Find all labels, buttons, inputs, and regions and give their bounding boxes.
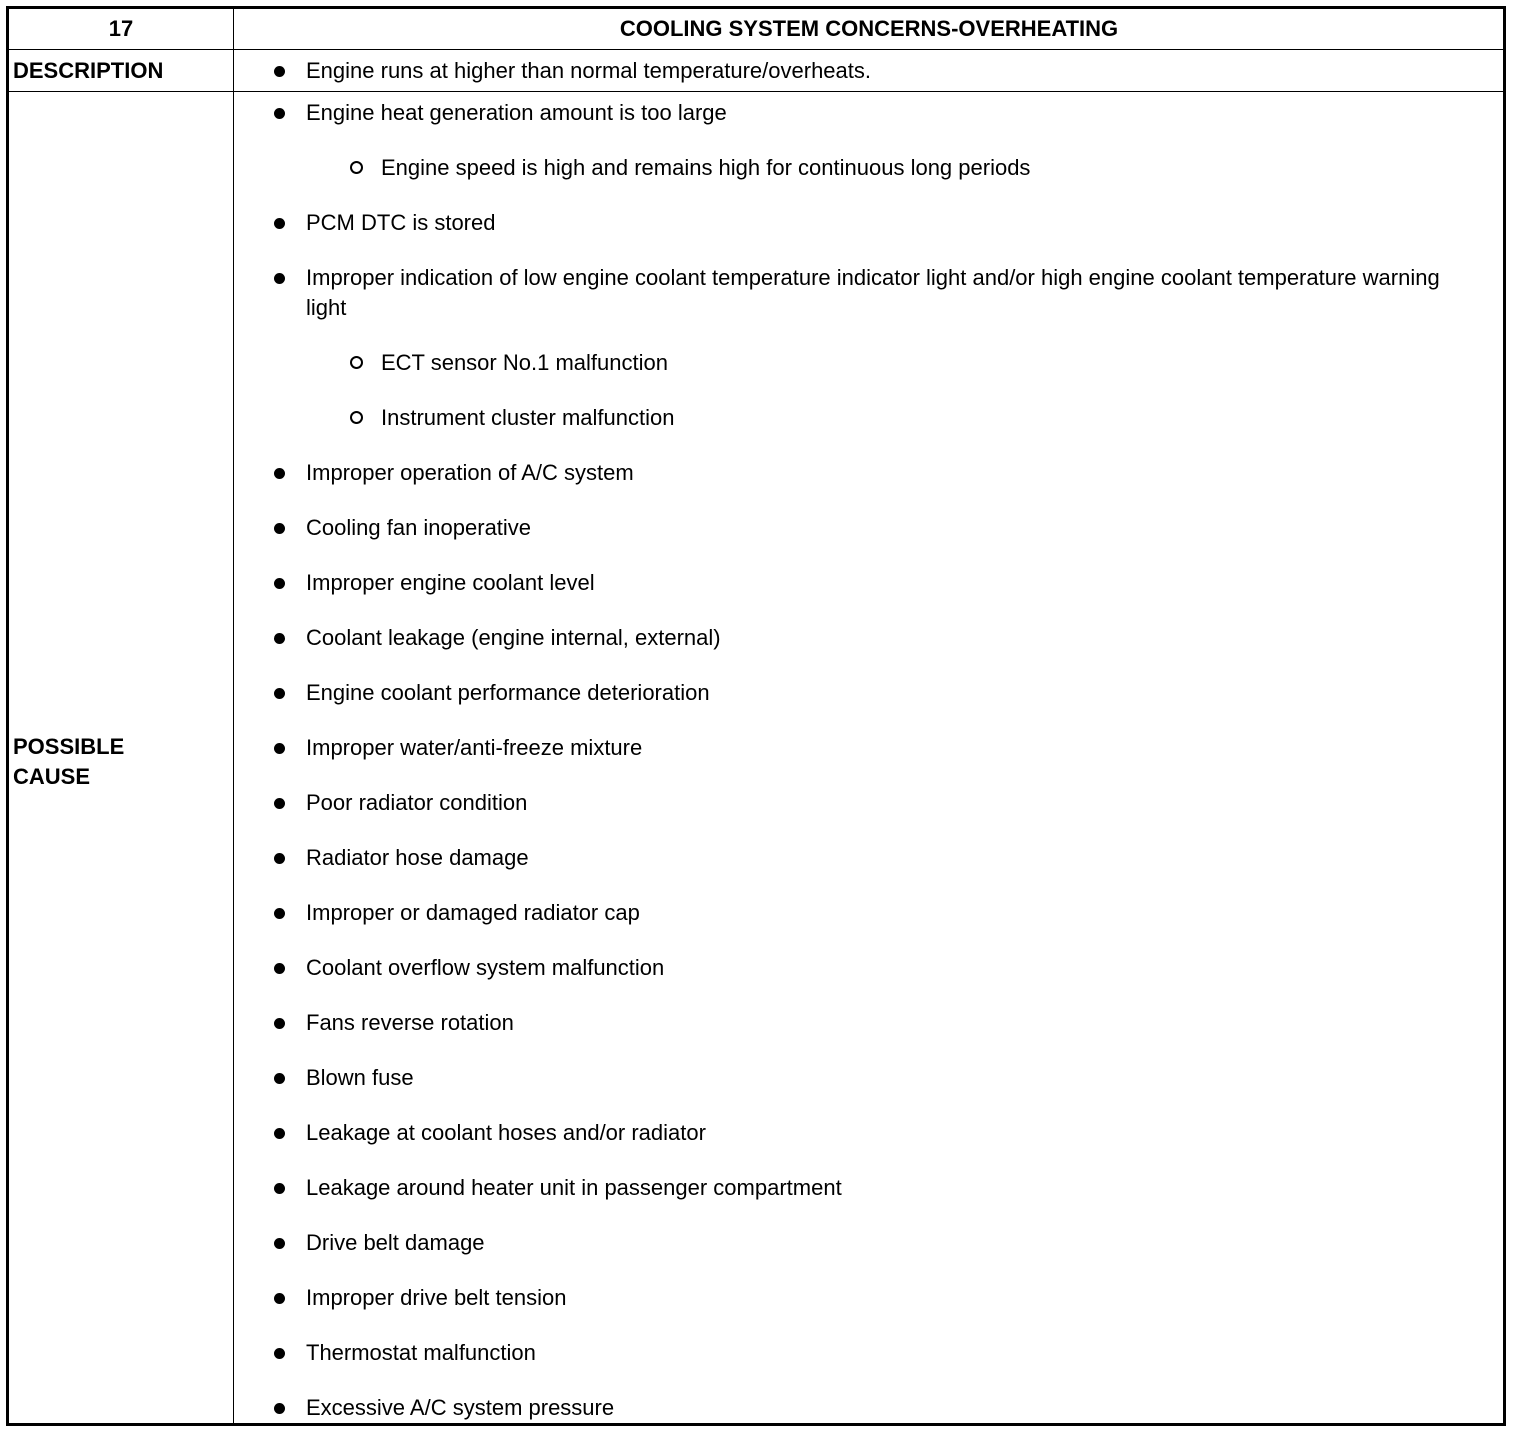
cause-item: Thermostat malfunction — [306, 1340, 536, 1365]
bullet-icon — [274, 853, 285, 864]
bullet-icon — [274, 578, 285, 589]
sub-bullet-icon — [350, 411, 363, 424]
cause-item: Leakage at coolant hoses and/or radiator — [306, 1120, 706, 1145]
bullet-icon — [274, 273, 285, 284]
bullet-icon — [274, 1348, 285, 1359]
bullet-icon — [274, 1238, 285, 1249]
cause-item: Coolant overflow system malfunction — [306, 955, 665, 980]
cause-item: Blown fuse — [306, 1065, 414, 1090]
possible-cause-label-line1: POSSIBLE — [13, 734, 125, 759]
bullet-icon — [274, 1073, 285, 1084]
cause-item: Improper or damaged radiator cap — [306, 900, 640, 925]
table-title: COOLING SYSTEM CONCERNS-OVERHEATING — [619, 16, 1119, 41]
column-divider — [233, 9, 234, 1423]
bullet-icon — [274, 468, 285, 479]
bullet-icon — [274, 66, 285, 77]
cause-item: Excessive A/C system pressure — [306, 1395, 615, 1420]
possible-cause-label-line2: CAUSE — [13, 764, 91, 789]
cause-item: Improper water/anti-freeze mixture — [306, 735, 643, 760]
bullet-icon — [274, 688, 285, 699]
cause-item: Improper operation of A/C system — [306, 460, 634, 485]
description-divider — [9, 91, 1503, 92]
bullet-icon — [274, 1293, 285, 1304]
sub-bullet-icon — [350, 356, 363, 369]
possible-cause-label — [13, 732, 213, 792]
cause-subitem: Instrument cluster malfunction — [381, 405, 675, 430]
cause-item: Radiator hose damage — [306, 845, 529, 870]
cause-item: Engine heat generation amount is too large — [306, 100, 727, 125]
description-item: Engine runs at higher than normal temperature/overheats. — [306, 58, 871, 83]
bullet-icon — [274, 1183, 285, 1194]
bullet-icon — [274, 908, 285, 919]
bullet-icon — [274, 798, 285, 809]
cause-subitem: ECT sensor No.1 malfunction — [381, 350, 668, 375]
cause-item: Improper engine coolant level — [306, 570, 595, 595]
cause-item: Fans reverse rotation — [306, 1010, 514, 1035]
bullet-icon — [274, 963, 285, 974]
bullet-icon — [274, 1128, 285, 1139]
bullet-icon — [274, 1018, 285, 1029]
header-divider — [9, 49, 1503, 50]
cause-item: Improper indication of low engine coolant temperature indicator light and/or high engine coolant temperature warning light — [306, 265, 1440, 320]
bullet-icon — [274, 1403, 285, 1414]
bullet-icon — [274, 108, 285, 119]
cause-item: PCM DTC is stored — [306, 210, 496, 235]
bullet-icon — [274, 218, 285, 229]
cause-item: Improper drive belt tension — [306, 1285, 567, 1310]
cause-item: Engine coolant performance deterioration — [306, 680, 710, 705]
cause-item: Cooling fan inoperative — [306, 515, 532, 540]
description-label: DESCRIPTION — [13, 58, 164, 83]
cause-subitem: Engine speed is high and remains high for continuous long periods — [381, 155, 1031, 180]
cause-item: Coolant leakage (engine internal, external) — [306, 625, 721, 650]
bullet-icon — [274, 523, 285, 534]
cause-item: Drive belt damage — [306, 1230, 485, 1255]
table-number: 17 — [108, 16, 134, 41]
cause-item: Leakage around heater unit in passenger compartment — [306, 1175, 842, 1200]
bullet-icon — [274, 743, 285, 754]
sub-bullet-icon — [350, 161, 363, 174]
cause-item: Poor radiator condition — [306, 790, 528, 815]
bullet-icon — [274, 633, 285, 644]
